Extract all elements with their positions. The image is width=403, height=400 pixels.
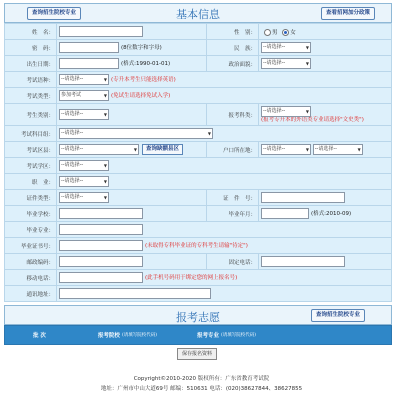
exam-type-select[interactable]: 参加考试 ▼ xyxy=(59,90,109,101)
grad-date-label: 毕业年月： xyxy=(207,206,259,222)
phone-input[interactable] xyxy=(261,256,345,267)
id-number-label: 证 件 号： xyxy=(207,190,259,206)
query-schools-button-2[interactable]: 查询招生院校专业 xyxy=(311,309,365,322)
id-number-input[interactable] xyxy=(261,192,345,203)
grad-date-input[interactable] xyxy=(261,208,309,219)
application-section xyxy=(4,305,392,345)
mobile-hint: (此手机号码用于绑定您的网上报名号) xyxy=(145,275,238,281)
query-schools-button[interactable]: 查询招生院校专业 xyxy=(27,7,81,20)
bonus-policy-button[interactable]: 查看招网加分政策 xyxy=(321,7,375,20)
id-type-select[interactable]: --请选择-- ▼ xyxy=(59,192,109,203)
occupation-label: 职 业： xyxy=(5,174,57,190)
dob-input[interactable] xyxy=(59,58,119,69)
apply-subject-hint: (报考专升本的外语类专业请选择"文史类") xyxy=(261,116,364,123)
dob-hint: (格式:1990-01-01) xyxy=(121,61,171,67)
hukou-select-1[interactable]: --请选择-- ▼ xyxy=(261,144,311,155)
footer-address: 地址：广州市中山大道69号 邮编：510631 电话：(020)38627844、38627855 xyxy=(100,386,303,392)
hukou-label: 户口所在地： xyxy=(207,142,259,158)
password-label: 密 码： xyxy=(5,40,57,56)
grad-cert-input[interactable] xyxy=(59,240,143,251)
grad-cert-label: 毕业证书号： xyxy=(5,238,57,254)
postcode-label: 邮政编码： xyxy=(5,254,57,270)
ethnicity-label: 民 族： xyxy=(207,40,259,56)
col-major: 报考专业 xyxy=(196,333,219,339)
id-type-label: 证件类型： xyxy=(5,190,57,206)
phone-label: 固定电话： xyxy=(207,254,259,270)
basic-info-header xyxy=(4,3,392,23)
dob-label: 出生日期： xyxy=(5,56,57,72)
col-major-hint: (请填写院校代码) xyxy=(220,333,256,338)
exam-district-label: 考试科目组： xyxy=(5,126,57,142)
exam-district-select[interactable]: --请选择-- ▼ xyxy=(59,128,213,139)
exam-type-hint: (免试生请选择免试入学) xyxy=(111,93,171,99)
postcode-input[interactable] xyxy=(59,256,143,267)
exam-subject-select[interactable]: --请选择-- ▼ xyxy=(59,74,109,85)
gender-label: 性 别： xyxy=(207,24,259,40)
exam-type-label: 考试类型： xyxy=(5,88,57,104)
gender-female-label: 女 xyxy=(290,29,296,36)
registration-form xyxy=(4,23,392,302)
page-title: 基本信息 xyxy=(176,8,220,21)
apply-subject-label: 报考科类： xyxy=(207,104,259,126)
ethnicity-select[interactable]: --请选择-- ▼ xyxy=(261,42,311,53)
col-school-hint: (请填写院校代码) xyxy=(121,333,157,338)
save-button[interactable]: 保存报名资料 xyxy=(177,348,217,360)
name-input[interactable] xyxy=(59,26,143,37)
col-batch: 批 次 xyxy=(33,333,46,339)
grad-school-label: 毕业学校： xyxy=(5,206,57,222)
application-table-header xyxy=(4,325,392,345)
exam-school-label: 考试学区： xyxy=(5,158,57,174)
mobile-input[interactable] xyxy=(59,272,143,283)
exam-area-select[interactable]: --请选择-- ▼ xyxy=(59,144,139,155)
grad-cert-hint: (未取得专科毕业证的专科考生请输"待定") xyxy=(145,243,248,249)
query-missing-area-button[interactable]: 查询缺额县区 xyxy=(142,144,183,155)
application-title: 报考志愿 xyxy=(176,311,220,324)
exam-area-label: 考试区县： xyxy=(5,142,57,158)
political-select[interactable]: --请选择-- ▼ xyxy=(261,58,311,69)
gender-male-radio[interactable] xyxy=(264,29,271,36)
grad-major-label: 毕业专业： xyxy=(5,222,57,238)
student-type-label: 考生类别： xyxy=(5,104,57,126)
gender-male-label: 男 xyxy=(272,29,278,36)
political-label: 政治面貌： xyxy=(207,56,259,72)
address-input[interactable] xyxy=(59,288,211,299)
basic-info-section xyxy=(4,3,392,302)
apply-subject-select[interactable]: --请选择-- ▼ xyxy=(261,106,311,117)
grad-school-input[interactable] xyxy=(59,208,143,219)
student-type-select[interactable]: --请选择-- ▼ xyxy=(59,109,109,120)
footer-copyright: Copyright©2010-2020 版权所有：广东省教育考试院 xyxy=(133,376,270,382)
grad-major-input[interactable] xyxy=(59,224,143,235)
col-school: 报考院校 xyxy=(97,333,120,339)
gender-group xyxy=(259,24,392,40)
application-header xyxy=(4,305,392,325)
address-label: 通讯地址： xyxy=(5,286,57,302)
exam-school-select[interactable]: --请选择-- ▼ xyxy=(59,160,109,171)
mobile-label: 移动电话： xyxy=(5,270,57,286)
gender-female-radio[interactable] xyxy=(282,29,289,36)
exam-subject-label: 考试语种： xyxy=(5,72,57,88)
grad-date-hint: (格式:2010-09) xyxy=(311,211,352,217)
exam-subject-hint: (专升本考生只能选择英语) xyxy=(111,77,176,83)
password-input[interactable] xyxy=(59,42,119,53)
password-hint: (8位数字和字母) xyxy=(121,45,162,51)
occupation-select[interactable]: --请选择-- ▼ xyxy=(59,176,109,187)
hukou-select-2[interactable]: --请选择-- ▼ xyxy=(313,144,363,155)
name-label: 姓 名： xyxy=(5,24,57,40)
